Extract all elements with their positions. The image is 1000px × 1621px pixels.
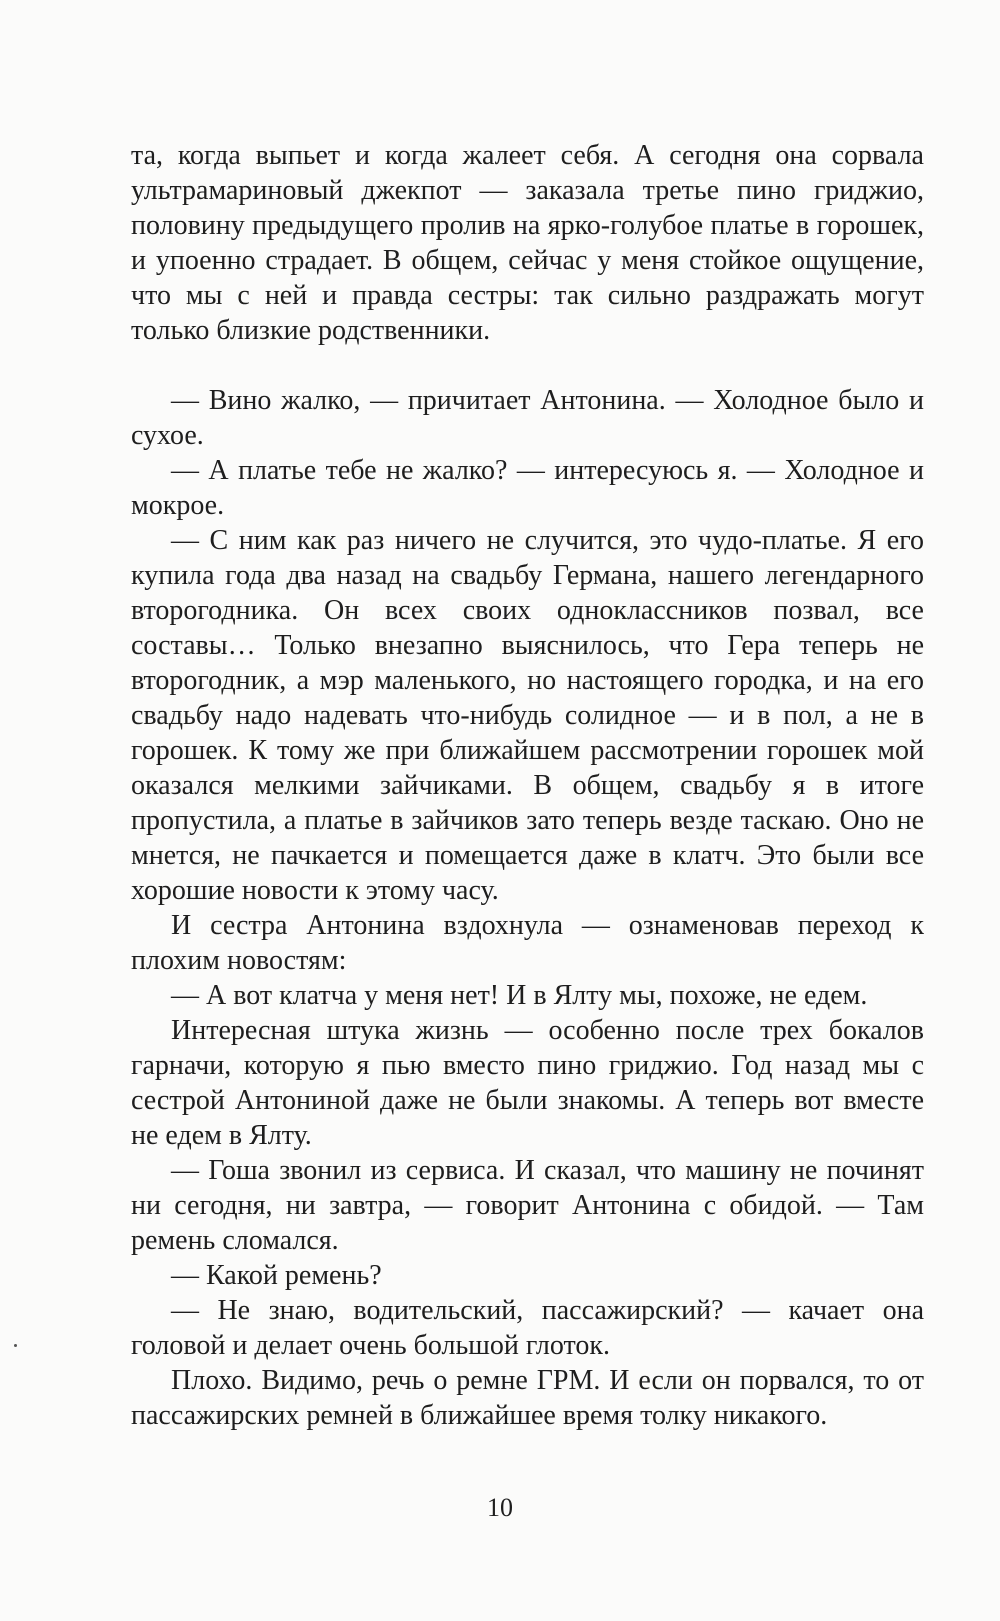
paragraph-dialogue: — Какой ремень? — [171, 1260, 382, 1291]
page-number: 10 — [487, 1493, 513, 1522]
paragraph-continuation: та, когда выпьет и когда жалеет себя. А сегодня она сорвала ультрамариновый джекпот — заказала третье пино гриджио, половину предыдущего пролив на ярко-голубое платье в горошек, и упоенно страдает. В общем, сейчас у меня стойкое ощущение, что мы с ней и правда сестры: так сильно раздражать могут только близкие родственники. — [131, 140, 924, 346]
scan-speck — [14, 1344, 17, 1347]
paragraph-narration: Плохо. Видимо, речь о ремне ГРМ. И если он порвался, то от пассажирских ремней в ближайшее время толку никакого. — [131, 1365, 924, 1431]
body-text — [131, 138, 924, 1433]
paragraph-dialogue: — А вот клатча у меня нет! И в Ялту мы, похоже, не едем. — [171, 980, 868, 1011]
paragraph-narration: Интересная штука жизнь — особенно после трех бокалов гарначи, которую я пью вместо пино гриджио. Год назад мы с сестрой Антониной даже не были знакомы. А теперь вот вместе не едем в Ялту. — [131, 1015, 924, 1151]
paragraph-narration: И сестра Антонина вздохнула — ознаменовав переход к плохим новостям: — [131, 910, 924, 976]
paragraph-dialogue: — А платье тебе не жалко? — интересуюсь я. — Холодное и мокрое. — [131, 455, 924, 521]
paragraph-dialogue: — Не знаю, водительский, пассажирский? — качает она головой и делает очень большой глоток. — [131, 1295, 924, 1361]
paragraph-dialogue: — Вино жалко, — причитает Антонина. — Холодное было и сухое. — [131, 385, 924, 451]
paragraph-dialogue: — Гоша звонил из сервиса. И сказал, что машину не починят ни сегодня, ни завтра, — говорит Антонина с обидой. — Там ремень сломался. — [131, 1155, 924, 1256]
paragraph-dialogue: — С ним как раз ничего не случится, это чудо-платье. Я его купила года два назад на свадьбу Германа, нашего легендарного второгодника. Он всех своих одноклассников позвал, все составы… Только внезапно выяснилось, что Гера теперь не второгодник, а мэр маленького, но настоящего городка, и на его свадьбу надо надевать что-нибудь солидное — и в пол, а не в горошек. К тому же при ближайшем рассмотрении горошек мой оказался мелкими зайчиками. В общем, свадьбу я в итоге пропустила, а платье в зайчиков зато теперь везде таскаю. Оно не мнется, не пачкается и помещается даже в клатч. Это были все хорошие новости к этому часу. — [131, 525, 924, 906]
